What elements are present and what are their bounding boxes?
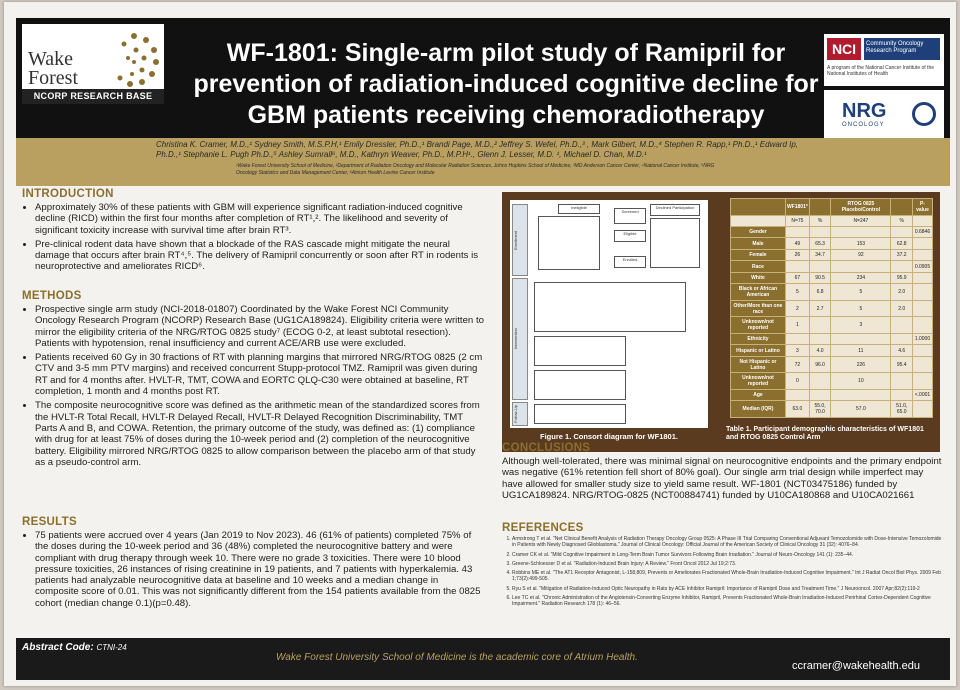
table-col-header [731,199,786,216]
table-cell: 0.6846 [912,227,932,238]
table-cell: 10 [831,373,891,390]
nrg-emblem-icon [912,102,936,126]
table-cell: 51.0, 65.0 [891,401,913,418]
consort-box-declined: Declined Participation [650,204,700,216]
table-row [731,345,933,356]
table-cell: 4.6 [891,345,913,356]
consort-box-enrolled: Enrolled [614,256,646,268]
figures-panel [502,192,940,452]
logo-band: NCORP RESEARCH BASE [22,89,164,104]
table-cell: 55.0, 70.0 [809,401,831,418]
table-cell [809,261,831,272]
table-cell: 92 [831,249,891,260]
nci-abbr: NCI [827,38,861,60]
table-cell: 95.9 [891,272,913,283]
table-cell [891,389,913,400]
table-cell: 0.0905 [912,261,932,272]
table-cell: 26 [785,249,809,260]
table-cell [809,227,831,238]
logo-line1: Wake [28,48,74,70]
table-cell: 1 [785,317,809,334]
table-cell [785,333,809,344]
table-cell [809,373,831,390]
table-row [731,389,933,400]
table-col-header [809,199,831,216]
table-cell [912,356,932,373]
table-cell [891,227,913,238]
consort-box-ineligible: Ineligible [558,204,600,214]
table-cell [785,389,809,400]
results-heading: RESULTS [22,516,77,528]
table-row [731,300,933,317]
author-affiliations: ¹Wake Forest University School of Medicine, ²Department of Radiation Oncology and Molecular Radiation Sciences, Johns Hopkins School of Medicine, ³MD Anderson Cancer Center, ⁴National Cancer Institute, ⁵NRG Oncology Statistics and Data Management Center, ⁶Atrium Health Levine Cancer Institute [236,163,715,176]
table-cell: 1.0000 [912,333,932,344]
introduction-bullet: • Pre-clinical rodent data have shown that a blockade of the RAS cascade might mitigate the neural damage that occurs after brain RT⁴,⁵. The delivery of Ramipril concurrently or soon after RT in rodents is neuroprotective and ameliorates RICD⁶. [35,239,484,273]
figure1-caption: Figure 1. Consort diagram for WF1801. [540,432,678,441]
table-row-label: Not Hispanic or Latino [731,356,786,373]
table-cell: 67 [785,272,809,283]
methods-heading: METHODS [22,290,82,302]
demographics-table [730,198,933,418]
table-cell: 62.8 [891,238,913,249]
introduction-bullet: • Approximately 30% of these patients with GBM will experience significant radiation-induced cognitive decline (RICD) within the first four months after completion of RT¹,². The likelihood and severity of significant toxicity increase with survival time after brain RT³. [35,202,484,236]
consort-box-declined-list [650,218,700,268]
table-cell: 6.8 [809,284,831,301]
table-cell: 2.0 [891,300,913,317]
table-row-label: Unknown/not reported [731,317,786,334]
conclusions-text: Although well-tolerated, there was minimal signal on neurocognitive endpoints and the primary endpoint was negative (61% retention fell short of 80% goal). Our single arm trial design while imperfect may have allowed for smaller study size to yield same result. WF-1801 (NCT03475186) funded by UG1CA189824. NRG/RTOG-0825 (NCT00884741) funded by U10CA180868 and U10CA021661 [502,456,942,501]
table-sub-header [731,215,786,226]
consort-box-followup [534,404,626,424]
methods-section [22,290,484,471]
author-band [16,138,950,186]
poster [4,2,956,686]
consort-box-ineligible-list [538,216,600,270]
table-row [731,284,933,301]
table-row [731,261,933,272]
nci-program-name: Community Oncology Research Program [864,38,940,60]
table-row-label: Unknown/not reported [731,373,786,390]
abstract-code-value: CTNI-24 [96,643,127,652]
table-col-header: P-value [912,199,932,216]
logo-line2: Forest [28,67,78,89]
references-heading: REFERENCES [502,522,584,534]
table-cell [831,261,891,272]
table-row-label: Median (IQR) [731,401,786,418]
table-cell [891,333,913,344]
table-row [731,373,933,390]
introduction-list [22,202,484,273]
table-row-label: White [731,272,786,283]
table-row-label: Ethnicity [731,333,786,344]
conclusions-heading: CONCLUSIONS [502,442,591,454]
table-cell: 65.3 [809,238,831,249]
wake-forest-logo [22,24,164,104]
nrg-abbr: NRG [842,100,887,122]
abstract-code [22,642,127,653]
table-cell: 2 [785,300,809,317]
table-row-label: Black or African American [731,284,786,301]
table-cell: 90.5 [809,272,831,283]
table-cell: 3 [785,345,809,356]
table-cell: <.0001 [912,389,932,400]
table-row-label: Race [731,261,786,272]
table-cell: 57.0 [831,401,891,418]
methods-bullet: • The composite neurocognitive score was defined as the arithmetic mean of the standardized scores from the HVLT-R Total Recall, HVLT-R Delayed Recall, HVLT-R Delayed Recognition Discriminability, TMT Parts A and B, and COWA. Retention, the primary outcome of the study, was defined as: (1) compliance with drug for at least 75% of doses during the 10-week period and (2) completion of the neurocognitive battery. Eligibility mirrored NRG/RTOG 0825 to allow comparison between the placebo arm of that study as a pseudo-control arm. [35,400,484,468]
references-section [502,522,942,611]
introduction-heading: INTRODUCTION [22,188,114,200]
results-section [22,516,484,612]
reference-item: 1. Armstrong T et al. "Net Clinical Benefit Analysis of Radiation Therapy Oncology Group 0525: A Phase III Trial Comparing Conventional Adjuvant Temozolomide with Dose-Intensive Temozolomide in Patients with Newly Diagnosed Glioblastoma." Journal of Clinical Oncology: Official Journal of the American Society of Clinical Oncology 31 (32): 4076–84. [512,536,942,549]
table-cell [912,272,932,283]
nrg-sub: ONCOLOGY [842,122,885,128]
table-col-header [891,199,913,216]
table-cell [831,389,891,400]
consort-box-drug-compliance [534,282,686,332]
reference-item: 3. Greene-Schloesser D et al. "Radiation-Induced Brain Injury: A Review." Front Oncol 2012 Jul 19;2:73. [512,561,942,567]
consort-box-eligible: Eligible [614,230,646,242]
table-row [731,272,933,283]
table-row-label: Gender [731,227,786,238]
table-sub-header: % [891,215,913,226]
table-cell: 72 [785,356,809,373]
reference-item: 4. Robbins ME et al. "The AT1 Receptor Antagonist, L-158,809, Prevents or Ameliorates Fractionated Whole-Brain Irradiation-Induced Cognitive Impairment." Int J Radiat Oncol Biol Phys. 2009 Feb 1;73(2):499-505. [512,570,942,583]
footer-tagline: Wake Forest University School of Medicine is the academic core of Atrium Health. [276,652,638,663]
table-cell [912,401,932,418]
table-cell [785,261,809,272]
table-cell: 96.0 [809,356,831,373]
logo-wordmark [28,50,78,88]
table-sub-header: % [809,215,831,226]
table-row-label: Male [731,238,786,249]
table-cell: 234 [831,272,891,283]
poster-title: WF-1801: Single-arm pilot study of Ramipril for prevention of radiation-induced cognitive decline for GBM patients receiving chemoradiotherapy [193,39,819,129]
table-sub-header [912,215,932,226]
table-cell [785,227,809,238]
table-cell [912,373,932,390]
contact-email: ccramer@wakehealth.edu [792,660,920,672]
table-row-label: Hispanic or Latino [731,345,786,356]
poster-footer [16,638,950,680]
table-cell: 2.0 [891,284,913,301]
conclusions-section [502,442,942,501]
table-cell: 63.0 [785,401,809,418]
abstract-label: Abstract Code: [22,642,94,653]
table-cell [912,238,932,249]
table-cell: 37.2 [891,249,913,260]
table-row-label: Age [731,389,786,400]
methods-bullet: • Prospective single arm study (NCI-2018-01807) Coordinated by the Wake Forest NCI Community Oncology Research Program (NCORP) Research Base (UG1CA189824). Eligibility criteria were written to mirror the eligibility criteria of the NRG/RTOG 0825 study⁷ (ECOG 0-2, at least subtotal resection). Patients with hypotension, renal insufficiency and current ACE/ARB use were excluded. [35,304,484,349]
table-cell [912,284,932,301]
consort-box-post-endpoints [534,370,626,400]
author-names: Christina K. Cramer, M.D.,¹ Sydney Smith, M.S.P.H,¹ Emily Dressler, Ph.D.,¹ Brandi Page, M.D.,² Jeffrey S. Wefel, Ph.D.,³ , Mark Gilbert, M.D.,⁴ Stephen R. Rapp,¹ Ph.D.,¹ Edward Ip, Ph.D.,¹ Stephanie L. Pugh Ph.D.,⁵ Ashley Sumrall⁶, M.D., Kathryn Weaver, Ph.D., M.P.H¹., Glenn J. Lesser, M.D. ¹, Michael D. Chan, M.D.¹ [156,140,799,159]
nci-subtitle: A program of the National Cancer Institute of the National Institutes of Health [827,65,935,77]
table-col-header: WF1801* [785,199,809,216]
reference-item: 6. Lee TC et al. "Chronic Administration of the Angiotensin-Converting Enzyme Inhibitor, Ramipril, Prevents Fractionated Whole-Brain Irradiation-Induced Perirhinal Cortex-Dependent Cognitive Impairment." Radiation Research 178 (1): 46–56. [512,595,942,608]
table-row [731,227,933,238]
consort-side-intervention: Intervention [512,278,528,400]
table-cell [809,333,831,344]
references-list [502,536,942,608]
table-cell [891,261,913,272]
results-bullet: • 75 patients were accrued over 4 years (Jan 2019 to Nov 2023). 46 (61% of patients) completed 75% of the doses during the 10-week period and 36 (48%) completed the neurocognitive battery and were compliant with drug therapy through week 10. There were no grade 3 toxicities. There were 10 blood pressure toxicities, 26 instances of rising creatinine in 19 patients, and 7 patients with hyperkalemia. 43 patients had analyzable neurocognitive data at baseline and 10 weeks and a median change in composite score of 0.01. This was not significantly different from the 154 patients available from the 0825 cohort (median change 0.1)(p=0.48). [35,530,484,609]
table-cell: 0 [785,373,809,390]
table-row [731,238,933,249]
table-cell: 3 [831,317,891,334]
table-cell [912,300,932,317]
table-cell [809,317,831,334]
table-row [731,333,933,344]
methods-bullet: • Patients received 60 Gy in 30 fractions of RT with planning margins that mirrored NRG/RTOG 0825 (2 cm CTV and 3-5 mm PTV margins) and received concurrent Stupp-protocol TMZ. Ramipril was given during RT and for 4 months after. HVLT-R, TMT, COWA and EORTC QLQ-C30 were obtained at baseline, RT completion, 1 month and 4 months post RT. [35,352,484,397]
table-cell: 5 [831,284,891,301]
reference-item: 2. Cramer CK et al. "Mild Cognitive Impairment in Long-Term Brain Tumor Survivors Following Brain Irradiation." Journal of Neuro-Oncology 141 (1): 235–44. [512,552,942,558]
consort-diagram [510,200,708,428]
table-row [731,401,933,418]
table-cell [891,373,913,390]
table-cell: 2.7 [809,300,831,317]
table-row-label: Female [731,249,786,260]
consort-side-enrollment: Enrollment [512,204,528,276]
table-col-header: RTOG 0825 Placebo/Control [831,199,891,216]
table-cell: 5 [785,284,809,301]
table-sub-header: N=247 [831,215,891,226]
table-row [731,317,933,334]
table-cell [912,249,932,260]
table1-caption: Table 1. Participant demographic characteristics of WF1801 and RTOG 0825 Control Arm [726,426,924,441]
table-cell [912,345,932,356]
table-cell [891,317,913,334]
table-sub-header: N=75 [785,215,809,226]
methods-list [22,304,484,468]
poster-header [16,18,950,138]
table-cell: 226 [831,356,891,373]
nci-logo [824,34,944,86]
introduction-section [22,188,484,276]
table-cell: 5 [831,300,891,317]
table-cell: 34.7 [809,249,831,260]
consort-box-screened: Screened [614,208,646,224]
results-list [22,530,484,609]
table-row [731,356,933,373]
consort-side-followup: Follow-Up [512,402,528,426]
table-cell [809,389,831,400]
logo-dots-icon [108,30,160,90]
table-cell [831,333,891,344]
table-row [731,249,933,260]
table-cell [912,317,932,334]
table-cell [831,227,891,238]
table-row-label: Other/More than one race [731,300,786,317]
consort-box-primary-endpoint [534,336,626,366]
reference-item: 5. Ryu S et al. "Mitigation of Radiation-Induced Optic Neuropathy in Rats by ACE Inhibitor Ramipril: Importance of Ramipril Dose and Treatment Time." J Neurooncol. 2007 Apr;82(2):119-2 [512,586,942,592]
table-cell: 153 [831,238,891,249]
table-cell: 95.4 [891,356,913,373]
table-cell: 11 [831,345,891,356]
table-cell: 4.0 [809,345,831,356]
table-cell: 49 [785,238,809,249]
